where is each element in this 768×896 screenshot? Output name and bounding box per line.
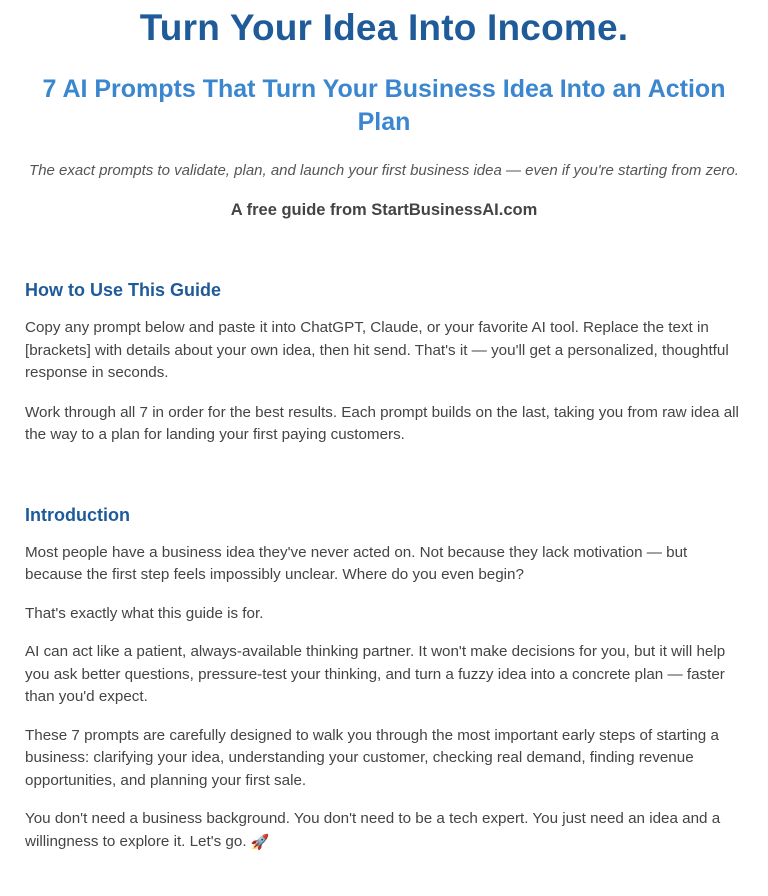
how-to-use-paragraph-2: Work through all 7 in order for the best results. Each prompt builds on the last, taking you from raw idea all the way to a plan for landing your first paying customers. <box>25 403 739 443</box>
how-to-use-heading: How to Use This Guide <box>25 280 222 300</box>
introduction-paragraph-1: Most people have a business idea they've never acted on. Not because they lack motivation — but because the first step feels impossibly unclear. Where do you even begin? <box>25 543 688 583</box>
introduction-paragraph-5-text: You don't need a business background. You don't need to be a tech expert. You just need an idea and a willingness to explore it. Let's go. <box>25 810 721 850</box>
introduction-heading: Introduction <box>25 504 130 525</box>
introduction-paragraph-4: These 7 prompts are carefully designed to walk you through the most important early steps of starting a business: clarifying your idea, understanding your customer, checking real demand, finding revenue opportunities, and planning your first sale. <box>25 726 719 789</box>
byline: A free guide from StartBusinessAI.com <box>230 201 538 219</box>
introduction-paragraph-2: That's exactly what this guide is for. <box>25 604 264 622</box>
rocket-icon: 🚀 <box>250 833 270 851</box>
how-to-use-paragraph-1: Copy any prompt below and paste it into ChatGPT, Claude, or your favorite AI tool. Replace the text in [brackets] with details about your own idea, then hit send. That's it — you'll get a personalized, thoughtful response in seconds. <box>25 319 729 381</box>
tagline: The exact prompts to validate, plan, and launch your first business idea — even if you're starting from zero. <box>29 162 739 179</box>
page-subtitle: 7 AI Prompts That Turn Your Business Idea Into an Action Plan <box>42 75 726 136</box>
page-title: Turn Your Idea Into Income. <box>139 7 629 48</box>
introduction-paragraph-3: AI can act like a patient, always-available thinking partner. It won't make decisions for you, but it will help you ask better questions, pressure-test your thinking, and turn a fuzzy idea into a concrete plan — faster than you'd expect. <box>25 643 726 705</box>
introduction-paragraph-5 <box>25 808 743 853</box>
